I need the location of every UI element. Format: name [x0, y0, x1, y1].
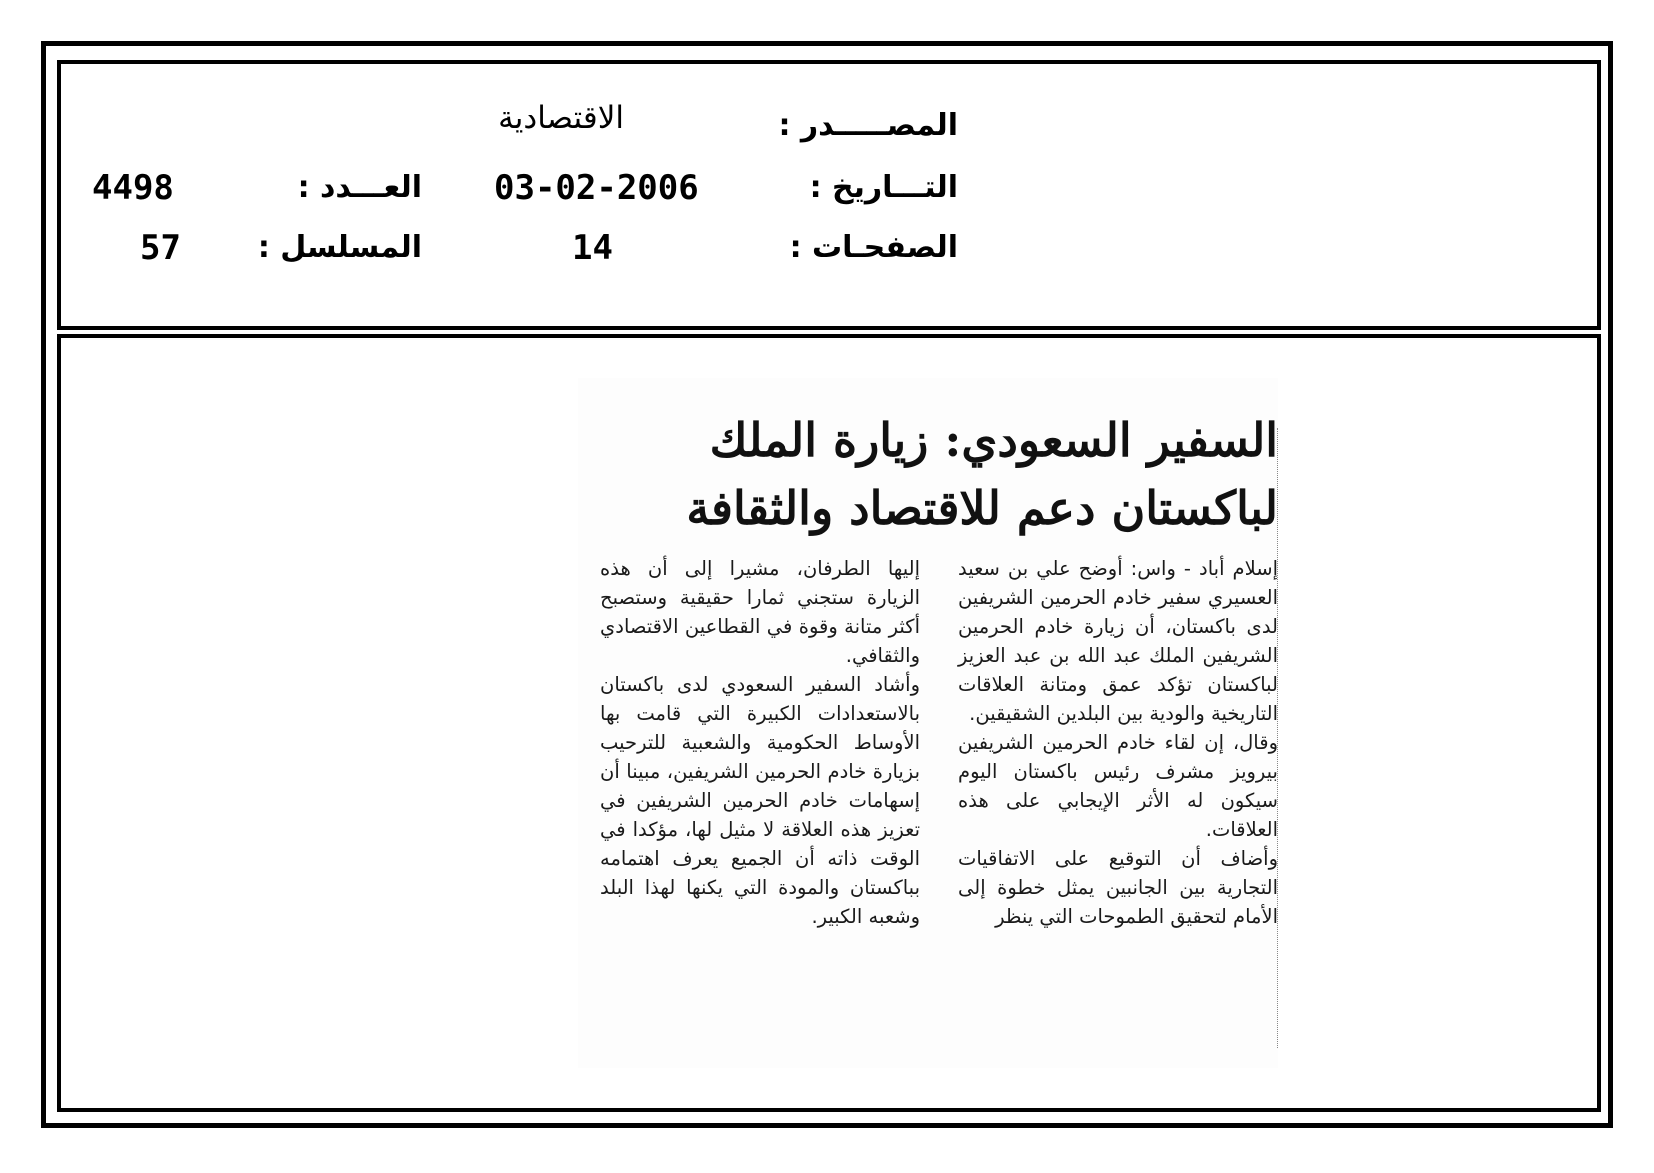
- date-label: التـــاريخ :: [809, 170, 958, 205]
- serial-value: 57: [140, 228, 181, 268]
- paragraph: وأشاد السفير السعودي لدى باكستان بالاستعدادات الكبيرة التي قامت بها الأوساط الحكومية والشعبية للترحيب بزيارة خادم الحرمين الشريفين، مبينا أن إسهامات خادم الحرمين الشريفين في تعزيز هذه العلاقة لا مثيل لها، مؤكدا في الوقت ذاته أن الجميع يعرف اهتمامه بباكستان والمودة التي يكنها لهذا البلد وشعبه الكبير.: [600, 673, 920, 928]
- headline-line-1: السفير السعودي: زيارة الملك: [709, 413, 1278, 467]
- source-label: المصـــــدر :: [778, 108, 958, 143]
- serial-label: المسلسل :: [257, 230, 422, 265]
- article-column-right: [958, 554, 1278, 931]
- paragraph: إسلام أباد - واس: أوضح علي بن سعيد العسيري سفير خادم الحرمين الشريفين لدى باكستان، أن زيارة خادم الحرمين الشريفين الملك عبد الله بن عبد العزيز لباكستان تؤكد عمق ومتانة العلاقات التاريخية والودية بين البلدين الشقيقين.: [958, 557, 1278, 725]
- article-headline: [578, 406, 1278, 542]
- paragraph: إليها الطرفان، مشيرا إلى أن هذه الزيارة ستجني ثمارا حقيقية وستصبح أكثر متانة وقوة في القطاعين الاقتصادي والثقافي.: [600, 557, 920, 667]
- headline-line-2: لباكستان دعم للاقتصاد والثقافة: [686, 481, 1278, 535]
- source-value: الاقتصادية: [498, 100, 624, 136]
- paragraph: وأضاف أن التوقيع على الاتفاقيات التجارية بين الجانبين يمثل خطوة إلى الأمام لتحقيق الطموحات التي ينظر: [958, 847, 1278, 928]
- pages-value: 14: [572, 228, 613, 268]
- issue-label: العـــدد :: [297, 170, 422, 205]
- newspaper-clipping: [578, 378, 1278, 1068]
- date-value: 03-02-2006: [494, 168, 699, 208]
- pages-label: الصفحـات :: [789, 230, 958, 265]
- issue-value: 4498: [92, 168, 174, 208]
- paragraph: وقال، إن لقاء خادم الحرمين الشريفين بيرويز مشرف رئيس باكستان اليوم سيكون له الأثر الإيجابي على هذه العلاقات.: [958, 731, 1278, 841]
- article-column-left: [600, 554, 920, 931]
